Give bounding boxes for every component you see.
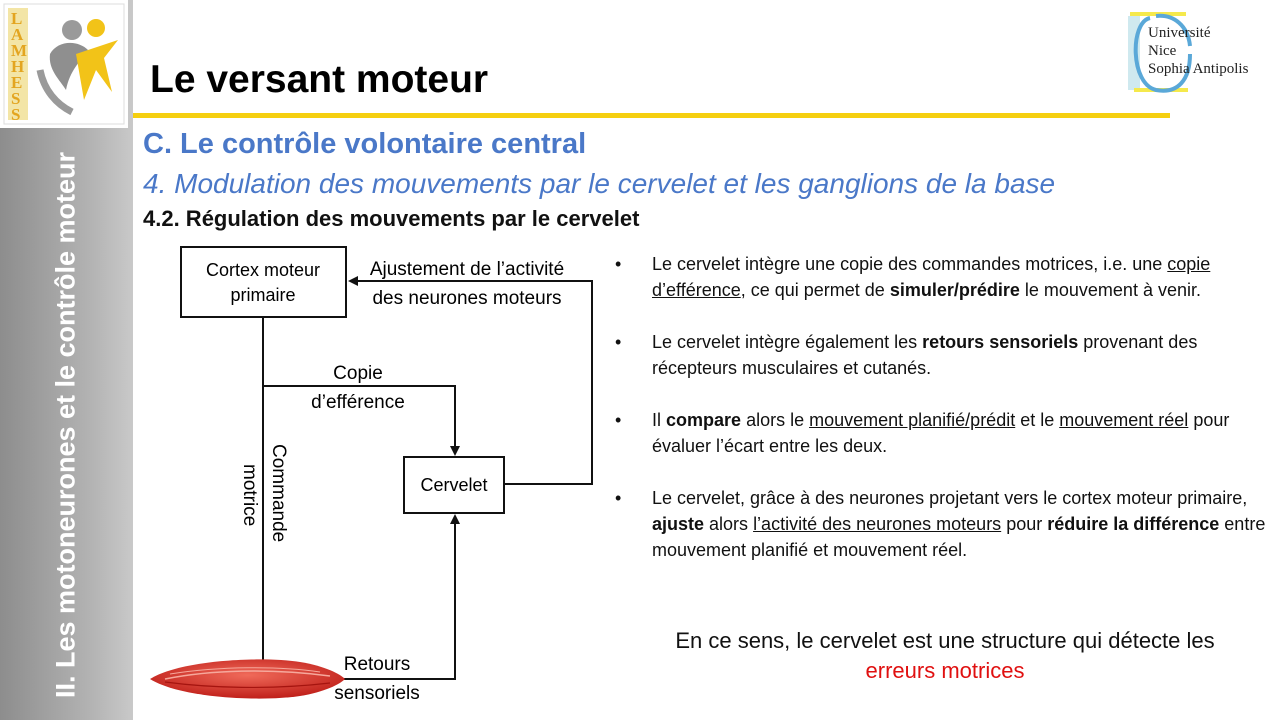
university-line-1: Université	[1148, 25, 1211, 41]
bullet-text: Le cervelet, grâce à des neurones projetant vers le cortex moteur primaire,	[652, 488, 1248, 508]
bullet-item	[615, 329, 1280, 381]
bullet-text: pour évaluer l’écart entre les deux.	[652, 410, 1230, 456]
title-underline	[133, 113, 1170, 118]
muscle-illustration	[150, 659, 345, 698]
bullet-item	[615, 485, 1280, 563]
svg-text:A: A	[11, 25, 24, 44]
bullet-item	[615, 407, 1280, 459]
bullet-item	[615, 251, 1280, 303]
bullet-text: Le cervelet intègre une copie des commandes motrices, i.e. une	[652, 254, 1168, 274]
section-heading: C. Le contrôle volontaire central	[143, 128, 587, 160]
bullet-text: Le cervelet intègre également les	[652, 332, 923, 352]
cervelet-label: Cervelet	[420, 475, 488, 495]
lamhess-logo	[0, 0, 128, 128]
bullet-bold: réduire la différence	[1047, 514, 1220, 534]
bullet-text: et le	[1015, 410, 1060, 430]
bullet-dot: •	[615, 332, 622, 352]
bullet-bold: ajuste	[652, 514, 705, 534]
conclusion-line-1: En ce sens, le cervelet est une structure qui détecte les	[675, 628, 1215, 653]
subsubsection-heading: 4.2. Régulation des mouvements par le cervelet	[143, 206, 640, 231]
bullet-bold: compare	[666, 410, 742, 430]
cortex-label-1: Cortex moteur	[205, 260, 321, 280]
conclusion	[640, 626, 1250, 686]
adjustment-label-1: Ajustement de l’activité	[369, 259, 565, 280]
bullet-list	[615, 251, 1280, 589]
bullet-text: pour	[1001, 514, 1048, 534]
svg-text:M: M	[11, 41, 28, 60]
bullet-underlined: mouvement réel	[1059, 410, 1189, 430]
bullet-text: , ce qui permet de	[740, 280, 890, 300]
motor-command-label-1: Commande	[268, 444, 289, 543]
adjustment-label-2: des neurones moteurs	[372, 288, 562, 309]
university-line-3: Sophia Antipolis	[1148, 61, 1249, 77]
adjustment-arrow	[350, 281, 592, 484]
conclusion-highlight: erreurs motrices	[865, 658, 1025, 683]
motor-command-label-2: motrice	[239, 464, 260, 527]
efference-copy-label-2: d’efférence	[311, 392, 405, 413]
university-name	[1148, 24, 1248, 78]
sidebar-title: II. Les motoneurones et le contrôle moteur	[50, 151, 81, 699]
svg-text:S: S	[11, 105, 21, 124]
bullet-underlined: l’activité des neurones moteurs	[753, 514, 1002, 534]
cortex-label-2: primaire	[230, 285, 296, 305]
lamhess-logo-graphic	[0, 0, 128, 128]
bullet-underlined: copie d’efférence	[652, 254, 1211, 300]
bullet-text: le mouvement à venir.	[1019, 280, 1201, 300]
svg-text:L: L	[11, 9, 23, 28]
sensory-feedback-label-1: Retours	[343, 654, 411, 675]
subsection-heading: 4. Modulation des mouvements par le cervelet et les ganglions de la base	[143, 168, 1056, 199]
bullet-bold: simuler/prédire	[889, 280, 1020, 300]
cerebellum-loop-diagram	[140, 236, 610, 720]
efference-copy-label-1: Copie	[333, 363, 383, 384]
bullet-dot: •	[615, 410, 622, 430]
page-title: Le versant moteur	[150, 58, 489, 101]
university-line-2: Nice	[1148, 43, 1177, 59]
svg-text:E: E	[11, 73, 23, 92]
bullet-text: provenant des récepteurs musculaires et cutanés.	[652, 332, 1198, 378]
cortex-box	[181, 247, 346, 317]
bullet-dot: •	[615, 254, 622, 274]
bullet-underlined: mouvement planifié/prédit	[809, 410, 1016, 430]
university-logo	[1126, 10, 1260, 94]
bullet-text: alors	[704, 514, 754, 534]
svg-text:S: S	[11, 89, 21, 108]
svg-text:H: H	[11, 57, 25, 76]
bullet-dot: •	[615, 488, 622, 508]
bullet-text: Il	[652, 410, 667, 430]
bullet-bold: retours sensoriels	[922, 332, 1079, 352]
bullet-text: alors le	[741, 410, 810, 430]
bullet-text: entre mouvement planifié et mouvement réel.	[652, 514, 1266, 560]
sensory-feedback-label-2: sensoriels	[334, 683, 420, 704]
